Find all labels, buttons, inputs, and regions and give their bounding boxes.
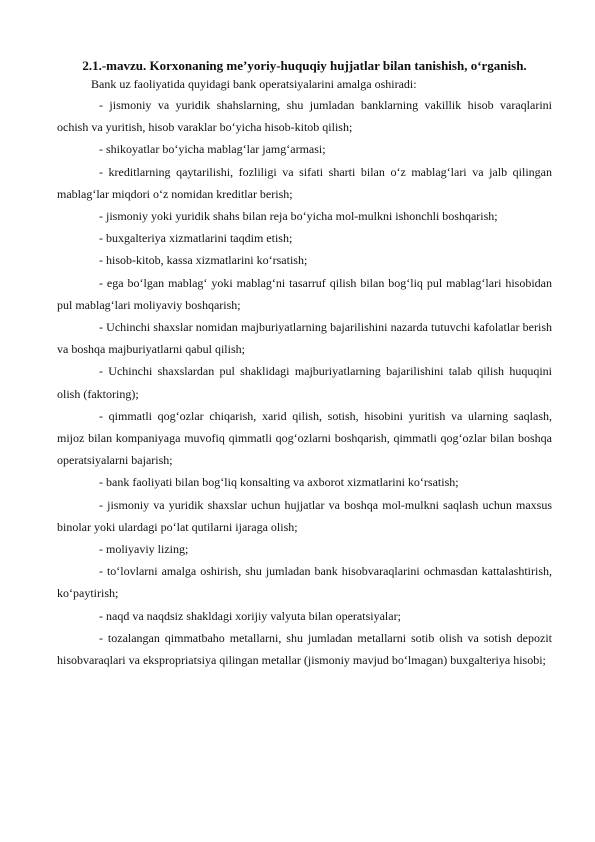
- operation-item-10: - qimmatli qog‘ozlar chiqarish, xarid qilish, sotish, hisobini yuritish va ularning saqlash, mijoz bilan kompaniyaga muvofiq qimmatli qog‘ozlarni boshqarish, qimmatli qog‘ozlar bilan boshqa operatsiyalarni bajarish;: [57, 408, 552, 468]
- operation-item-13: - moliyaviy lizing;: [99, 542, 189, 557]
- operation-item-12: - jismoniy va yuridik shaxslar uchun hujjatlar va boshqa mol-mulkni saqlash uchun maxsus binolar yoki ulardagi po‘lat qutilarni ijaraga olish;: [57, 497, 552, 534]
- operation-item-16: - tozalangan qimmatbaho metallarni, shu jumladan metallarni sotib olish va sotish depozit hisobvaraqlari va ekspropriatsiya qilingan metallar (jismoniy mavjud bo‘lmagan) buxgalteriya hisobi;: [57, 630, 552, 668]
- operation-item-5: - buxgalteriya xizmatlarini taqdim etish;: [99, 231, 293, 246]
- operation-item-15: - naqd va naqdsiz shakldagi xorijiy valyuta bilan operatsiyalar;: [99, 608, 401, 623]
- document-title: 2.1.-mavzu. Korxonaning me’yoriy-huquqiy hujjatlar bilan tanishish, o‘rganish.: [82, 58, 527, 73]
- operation-item-1: - jismoniy va yuridik shahslarning, shu jumladan banklarning vakillik hisob varaqlarini ochish va yuritish, hisob varaklar bo‘yicha hisob-kitob qilish;: [57, 98, 552, 135]
- operation-item-3: - kreditlarning qaytarilishi, fozliligi va sifati sharti bilan o‘z mablag‘lari va jalb qilingan mablag‘lar miqdori o‘z nomidan kreditlar berish;: [57, 164, 552, 201]
- intro-paragraph: Bank uz faoliyatida quyidagi bank operatsiyalarini amalga oshiradi:: [91, 77, 417, 91]
- operation-item-14: - to‘lovlarni amalga oshirish, shu jumladan bank hisobvaraqlarini ochmasdan kattalashtirish, ko‘paytirish;: [57, 564, 552, 601]
- operation-item-4: - jismoniy yoki yuridik shahs bilan reja bo‘yicha mol-mulkni ishonchli boshqarish;: [99, 209, 498, 224]
- operation-item-11: - bank faoliyati bilan bog‘liq konsalting va axborot xizmatlarini ko‘rsatish;: [99, 475, 459, 490]
- operation-item-6: - hisob-kitob, kassa xizmatlarini ko‘rsatish;: [99, 253, 308, 268]
- operation-item-2: - shikoyatlar bo‘yicha mablag‘lar jamg‘armasi;: [99, 142, 326, 157]
- operation-item-8: - Uchinchi shaxslar nomidan majburiyatlarning bajarilishini nazarda tutuvchi kafolatlar berish va boshqa majburiyatlarni qabul qilish;: [57, 320, 552, 357]
- operation-item-9: - Uchinchi shaxslardan pul shaklidagi majburiyatlarning bajarilishini talab qilish huquqini olish (faktoring);: [57, 364, 552, 401]
- document-page: [57, 58, 552, 671]
- operation-item-7: - ega bo‘lgan mablag‘ yoki mablag‘ni tasarruf qilish bilan bog‘liq pul mablag‘lari hisobidan pul mablag‘lari moliyaviy boshqarish;: [57, 275, 552, 312]
